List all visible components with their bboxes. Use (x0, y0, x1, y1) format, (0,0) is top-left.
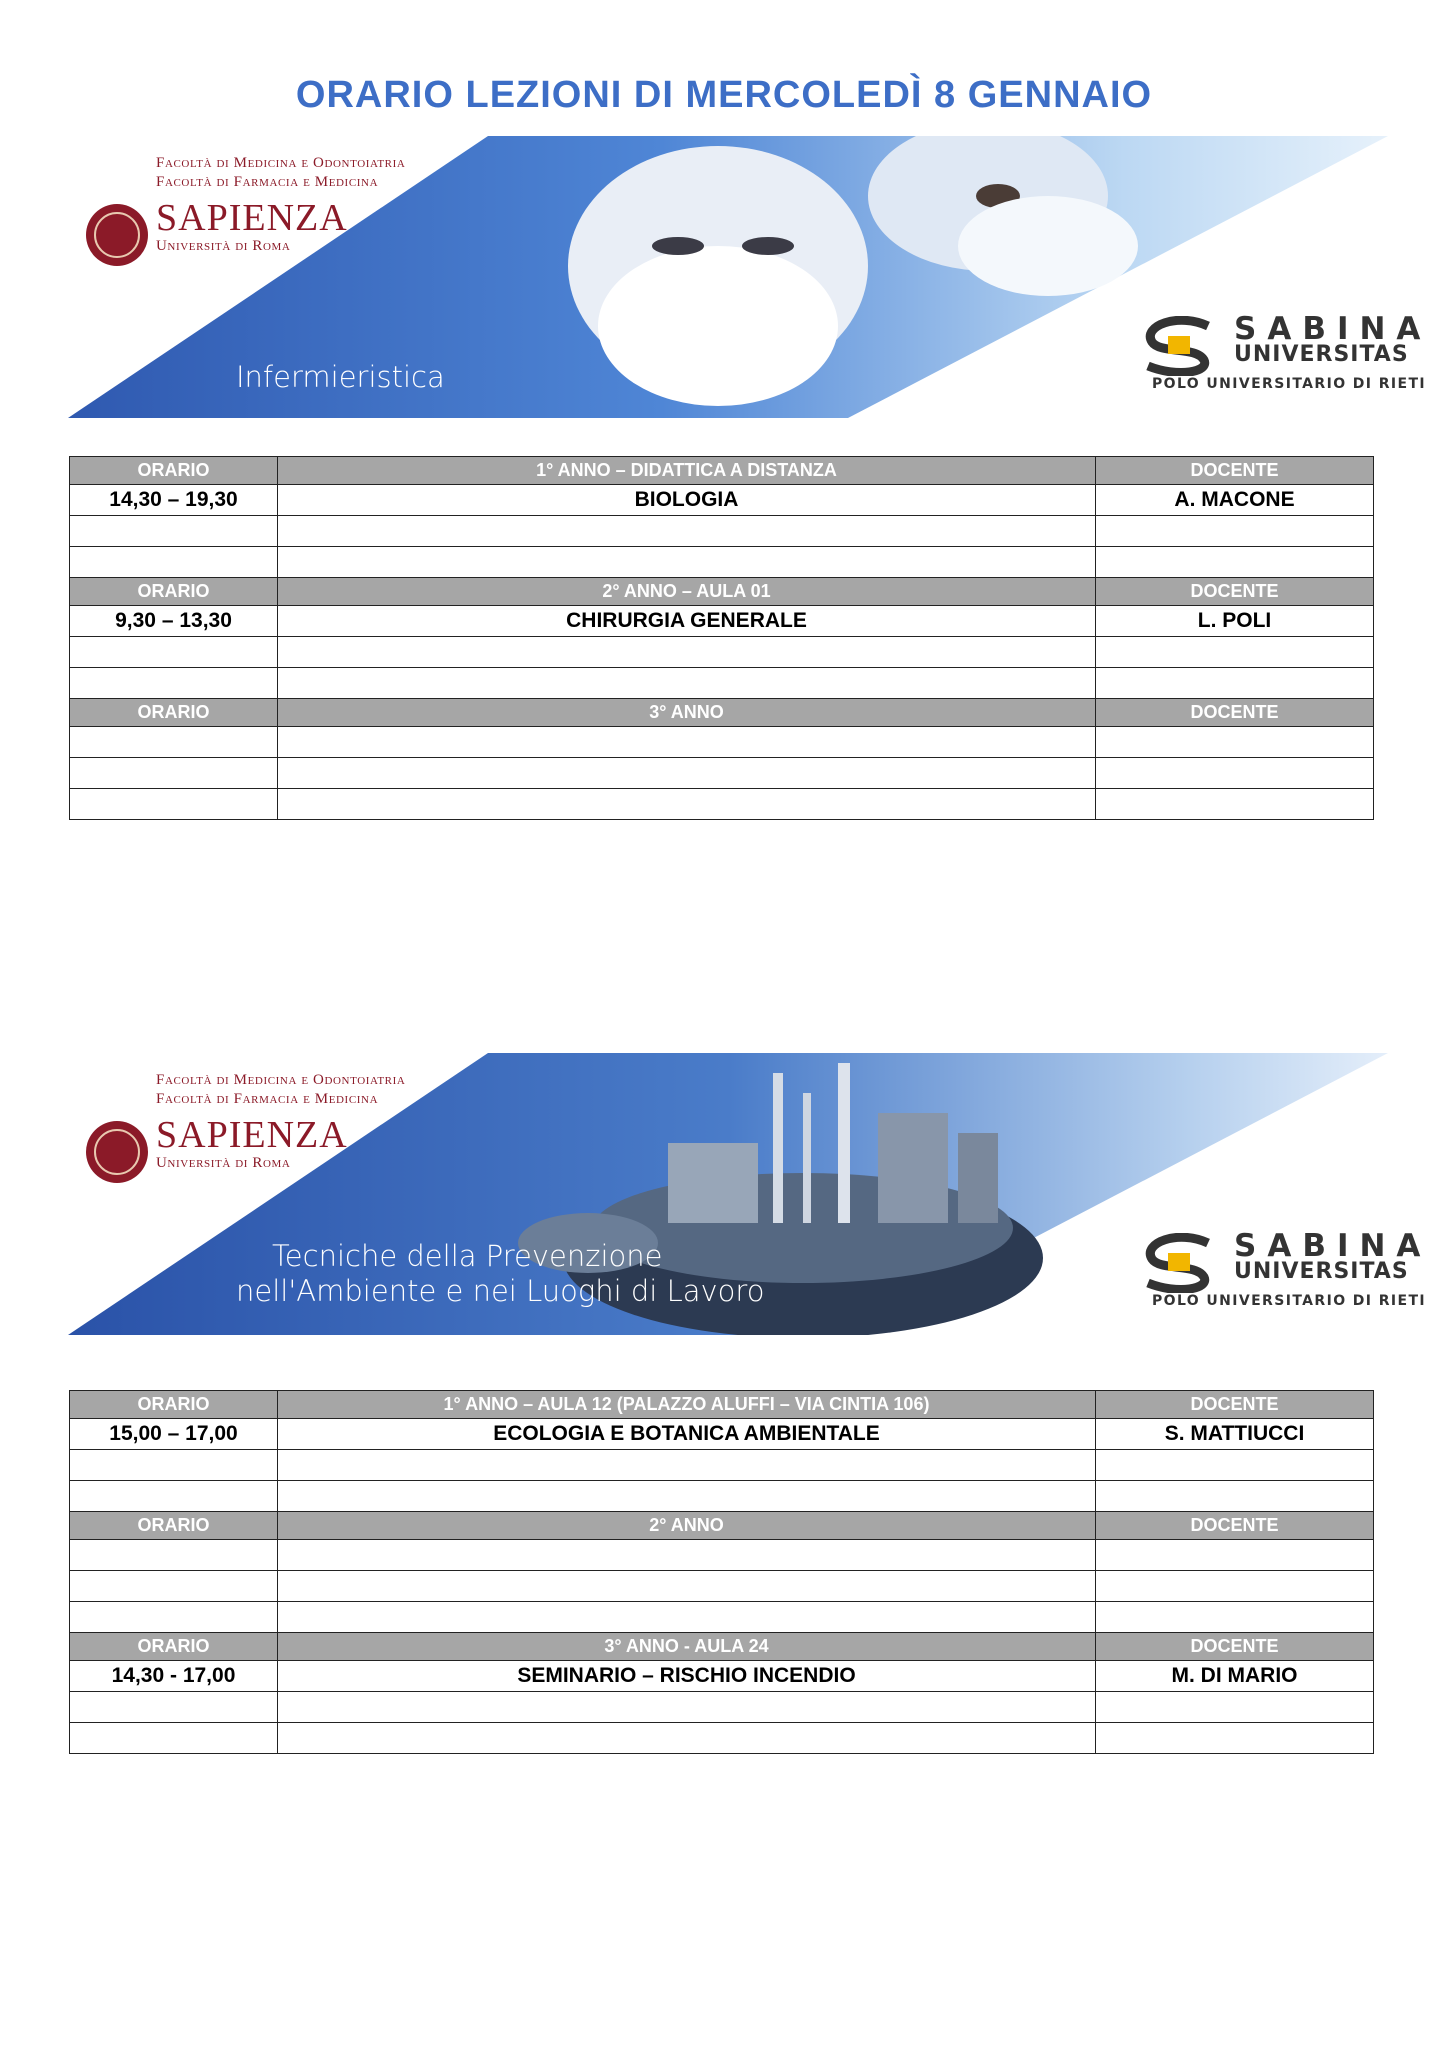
banner-infermieristica (68, 136, 1432, 418)
cell-orario (70, 789, 278, 820)
cell-subject (278, 789, 1096, 820)
header-docente: DOCENTE (1096, 578, 1374, 606)
header-year: 3° ANNO - AULA 24 (278, 1633, 1096, 1661)
faculty-line-1: Facoltà di Medicina e Odontoiatria (156, 1072, 406, 1088)
table-row (70, 606, 1374, 637)
cell-subject (278, 637, 1096, 668)
course-name (236, 360, 445, 395)
cell-orario (70, 758, 278, 789)
cell-orario (70, 516, 278, 547)
table-header-row (70, 457, 1374, 485)
partner-name: SABINA (1234, 311, 1432, 347)
cell-docente: S. MATTIUCCI (1096, 1419, 1374, 1450)
university-sub: Università di Roma (156, 1155, 291, 1171)
cell-orario: 9,30 – 13,30 (70, 606, 278, 637)
header-docente: DOCENTE (1096, 1633, 1374, 1661)
cell-orario: 14,30 – 19,30 (70, 485, 278, 516)
header-orario: ORARIO (70, 1391, 278, 1419)
cell-orario (70, 668, 278, 699)
sapienza-logo (86, 154, 446, 255)
cell-orario (70, 547, 278, 578)
cell-docente (1096, 668, 1374, 699)
table-row (70, 485, 1374, 516)
header-orario: ORARIO (70, 699, 278, 727)
table-header-row (70, 699, 1374, 727)
cell-subject (278, 1602, 1096, 1633)
sabina-universitas-logo (1138, 1228, 1438, 1309)
cell-orario (70, 1602, 278, 1633)
university-sub: Università di Roma (156, 238, 291, 254)
header-year: 2° ANNO (278, 1512, 1096, 1540)
table-header-row (70, 1391, 1374, 1419)
page-title: ORARIO LEZIONI DI MERCOLEDÌ 8 GENNAIO (295, 74, 1153, 116)
cell-docente (1096, 1481, 1374, 1512)
table-row (70, 789, 1374, 820)
course-name-line-1: Infermieristica (236, 360, 445, 394)
header-orario: ORARIO (70, 578, 278, 606)
header-year: 3° ANNO (278, 699, 1096, 727)
table-row (70, 1723, 1374, 1754)
cell-docente (1096, 727, 1374, 758)
table-header-row (70, 578, 1374, 606)
header-year: 1° ANNO – AULA 12 (PALAZZO ALUFFI – VIA CINTIA 106) (278, 1391, 1096, 1419)
table-row (70, 1540, 1374, 1571)
cell-docente (1096, 1540, 1374, 1571)
cell-docente (1096, 789, 1374, 820)
cell-orario (70, 1692, 278, 1723)
table-row (70, 1661, 1374, 1692)
faculty-line-1: Facoltà di Medicina e Odontoiatria (156, 155, 406, 171)
cell-docente: M. DI MARIO (1096, 1661, 1374, 1692)
partner-name: SABINA (1234, 1228, 1432, 1264)
sabina-universitas-logo (1138, 311, 1438, 392)
cell-subject (278, 1540, 1096, 1571)
course-name (236, 1239, 764, 1309)
cell-orario: 15,00 – 17,00 (70, 1419, 278, 1450)
cell-subject: CHIRURGIA GENERALE (278, 606, 1096, 637)
header-orario: ORARIO (70, 1633, 278, 1661)
header-docente: DOCENTE (1096, 699, 1374, 727)
sabina-book-icon (1138, 316, 1218, 376)
cell-subject (278, 547, 1096, 578)
cell-subject: BIOLOGIA (278, 485, 1096, 516)
cell-orario (70, 637, 278, 668)
table-header-row (70, 1633, 1374, 1661)
faculty-line-2: Facoltà di Farmacia e Medicina (156, 174, 379, 190)
sapienza-logo (86, 1071, 446, 1172)
partner-polo: POLO UNIVERSITARIO DI RIETI (1152, 376, 1427, 392)
header-docente: DOCENTE (1096, 457, 1374, 485)
partner-polo: POLO UNIVERSITARIO DI RIETI (1152, 1293, 1427, 1309)
sabina-book-icon (1138, 1233, 1218, 1293)
cell-orario (70, 1540, 278, 1571)
cell-orario (70, 727, 278, 758)
cell-docente (1096, 516, 1374, 547)
cell-subject: SEMINARIO – RISCHIO INCENDIO (278, 1661, 1096, 1692)
cell-subject (278, 1571, 1096, 1602)
cell-docente (1096, 758, 1374, 789)
table-header-row (70, 1512, 1374, 1540)
sapienza-seal-icon (86, 204, 148, 266)
table-row (70, 758, 1374, 789)
cell-subject (278, 516, 1096, 547)
partner-sub: UNIVERSITAS (1234, 342, 1409, 367)
cell-docente (1096, 1692, 1374, 1723)
table-row (70, 1692, 1374, 1723)
cell-subject (278, 1481, 1096, 1512)
university-name: SAPIENZA (156, 1114, 348, 1156)
cell-orario (70, 1571, 278, 1602)
cell-orario (70, 1450, 278, 1481)
cell-subject (278, 758, 1096, 789)
cell-orario (70, 1723, 278, 1754)
header-docente: DOCENTE (1096, 1391, 1374, 1419)
cell-subject (278, 1450, 1096, 1481)
cell-docente (1096, 1571, 1374, 1602)
table-row (70, 547, 1374, 578)
cell-orario (70, 1481, 278, 1512)
table-row (70, 727, 1374, 758)
table-row (70, 516, 1374, 547)
table-row (70, 1450, 1374, 1481)
table-row (70, 1571, 1374, 1602)
cell-subject (278, 668, 1096, 699)
cell-subject (278, 727, 1096, 758)
table-row (70, 637, 1374, 668)
cell-docente: L. POLI (1096, 606, 1374, 637)
cell-subject: ECOLOGIA E BOTANICA AMBIENTALE (278, 1419, 1096, 1450)
table-row (70, 1602, 1374, 1633)
header-orario: ORARIO (70, 457, 278, 485)
cell-docente (1096, 1723, 1374, 1754)
table-row (70, 1419, 1374, 1450)
cell-subject (278, 1692, 1096, 1723)
header-docente: DOCENTE (1096, 1512, 1374, 1540)
cell-docente (1096, 1450, 1374, 1481)
cell-orario: 14,30 - 17,00 (70, 1661, 278, 1692)
table-row (70, 668, 1374, 699)
cell-subject (278, 1723, 1096, 1754)
table-row (70, 1481, 1374, 1512)
cell-docente: A. MACONE (1096, 485, 1374, 516)
schedule-table-infermieristica (69, 456, 1374, 820)
course-name-line-1: Tecniche della Prevenzione (272, 1239, 663, 1273)
banner-tecniche-prevenzione (68, 1053, 1432, 1335)
header-orario: ORARIO (70, 1512, 278, 1540)
schedule-table-tecniche-prevenzione (69, 1390, 1374, 1754)
faculty-line-2: Facoltà di Farmacia e Medicina (156, 1091, 379, 1107)
sapienza-seal-icon (86, 1121, 148, 1183)
university-name: SAPIENZA (156, 197, 348, 239)
header-year: 2° ANNO – AULA 01 (278, 578, 1096, 606)
header-year: 1° ANNO – DIDATTICA A DISTANZA (278, 457, 1096, 485)
cell-docente (1096, 637, 1374, 668)
partner-sub: UNIVERSITAS (1234, 1259, 1409, 1284)
course-name-line-2: nell'Ambiente e nei Luoghi di Lavoro (236, 1274, 765, 1308)
cell-docente (1096, 1602, 1374, 1633)
cell-docente (1096, 547, 1374, 578)
